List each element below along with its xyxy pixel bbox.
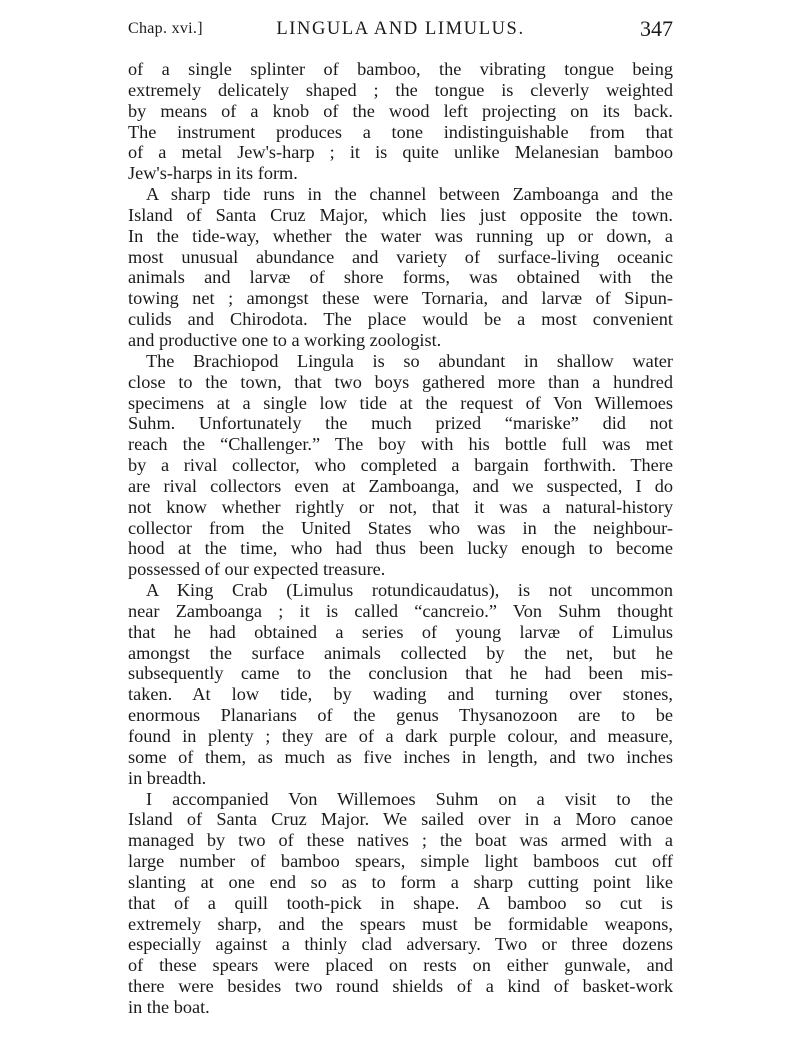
text-line: of a metal Jew's-harp ; it is quite unlike Melanesian bamboo [128, 142, 673, 163]
chapter-label: Chap. xvi.] [128, 20, 203, 37]
text-line: by means of a knob of the wood left projecting on its back. [128, 100, 673, 121]
text-line: subsequently came to the conclusion that he had been mis- [128, 663, 673, 684]
paragraph-4 [128, 580, 673, 788]
text-line: animals and larvæ of shore forms, was obtained with the [128, 267, 673, 288]
text-line: near Zamboanga ; it is called “cancreio.” Von Suhm thought [128, 600, 673, 621]
text-line: of a single splinter of bamboo, the vibrating tongue being [128, 59, 673, 79]
text-line: found in plenty ; they are of a dark purple colour, and measure, [128, 726, 673, 746]
text-line: The instrument produces a tone indistinguishable from that [128, 121, 673, 142]
body-text [128, 59, 673, 1018]
text-line: not know whether rightly or not, that it was a natural-history [128, 496, 673, 517]
text-line: there were besides two round shields of a kind of basket-work [128, 976, 673, 997]
text-line: of these spears were placed on rests on either gunwale, and [128, 955, 673, 976]
text-line: most unusual abundance and variety of surface-living oceanic [128, 246, 673, 267]
text-line: enormous Planarians of the genus Thysanozoon are to be [128, 705, 673, 726]
text-line: close to the town, that two boys gathered more than a hundred [128, 371, 673, 392]
running-title: LINGULA AND LIMULUS. [276, 19, 525, 39]
text-line: possessed of our expected treasure. [128, 559, 386, 580]
text-line: in breadth. [128, 767, 207, 788]
paragraph-5 [128, 789, 673, 1018]
text-line: In the tide-way, whether the water was running up or down, a [128, 225, 673, 246]
text-line: by a rival collector, who completed a bargain forthwith. There [128, 455, 673, 476]
page-number: 347 [640, 16, 673, 41]
text-line: A sharp tide runs in the channel between Zamboanga and the [146, 184, 673, 205]
text-line: taken. At low tide, by wading and turning over stones, [128, 684, 673, 705]
text-line: Suhm. Unfortunately the much prized “mariske” did not [128, 413, 673, 434]
text-line: slanting at one end so as to form a sharp cutting point like [128, 871, 673, 892]
text-line: reach the “Challenger.” The boy with his bottle full was met [128, 434, 673, 455]
text-line: specimens at a single low tide at the request of Von Willemoes [128, 392, 673, 413]
running-header [128, 14, 673, 50]
text-line: Jew's-harps in its form. [128, 163, 298, 184]
text-line: culids and Chirodota. The place would be a most convenient [128, 309, 673, 330]
text-line: are rival collectors even at Zamboanga, and we suspected, I do [128, 475, 673, 496]
text-line: towing net ; amongst these were Tornaria, and larvæ of Sipun- [128, 288, 673, 309]
text-line: collector from the United States who was in the neighbour- [128, 517, 673, 538]
text-line: in the boat. [128, 996, 210, 1017]
paragraph-1 [128, 59, 673, 184]
text-line: Island of Santa Cruz Major, which lies just opposite the town. [128, 204, 673, 225]
text-line: managed by two of these natives ; the boat was armed with a [128, 830, 673, 851]
text-line: that he had obtained a series of young larvæ of Limulus [128, 621, 673, 642]
text-line: and productive one to a working zoologist. [128, 329, 442, 350]
text-line: extremely sharp, and the spears must be formidable weapons, [128, 913, 673, 934]
text-line: some of them, as much as five inches in length, and two inches [128, 746, 673, 767]
text-line: amongst the surface animals collected by the net, but he [128, 642, 673, 663]
paragraph-2 [128, 184, 673, 351]
text-line: The Brachiopod Lingula is so abundant in shallow water [146, 350, 673, 371]
text-line: extremely delicately shaped ; the tongue is cleverly weighted [128, 79, 673, 100]
text-line: A King Crab (Limulus rotundicaudatus), is not uncommon [146, 580, 673, 601]
paragraph-3 [128, 351, 673, 580]
text-line: especially against a thinly clad adversary. Two or three dozens [128, 934, 673, 955]
text-line: I accompanied Von Willemoes Suhm on a visit to the [146, 788, 673, 809]
text-line: large number of bamboo spears, simple light bamboos cut off [128, 851, 673, 872]
text-line: Island of Santa Cruz Major. We sailed over in a Moro canoe [128, 809, 673, 830]
text-line: hood at the time, who had thus been lucky enough to become [128, 538, 673, 559]
text-line: that of a quill tooth-pick in shape. A bamboo so cut is [128, 892, 673, 913]
